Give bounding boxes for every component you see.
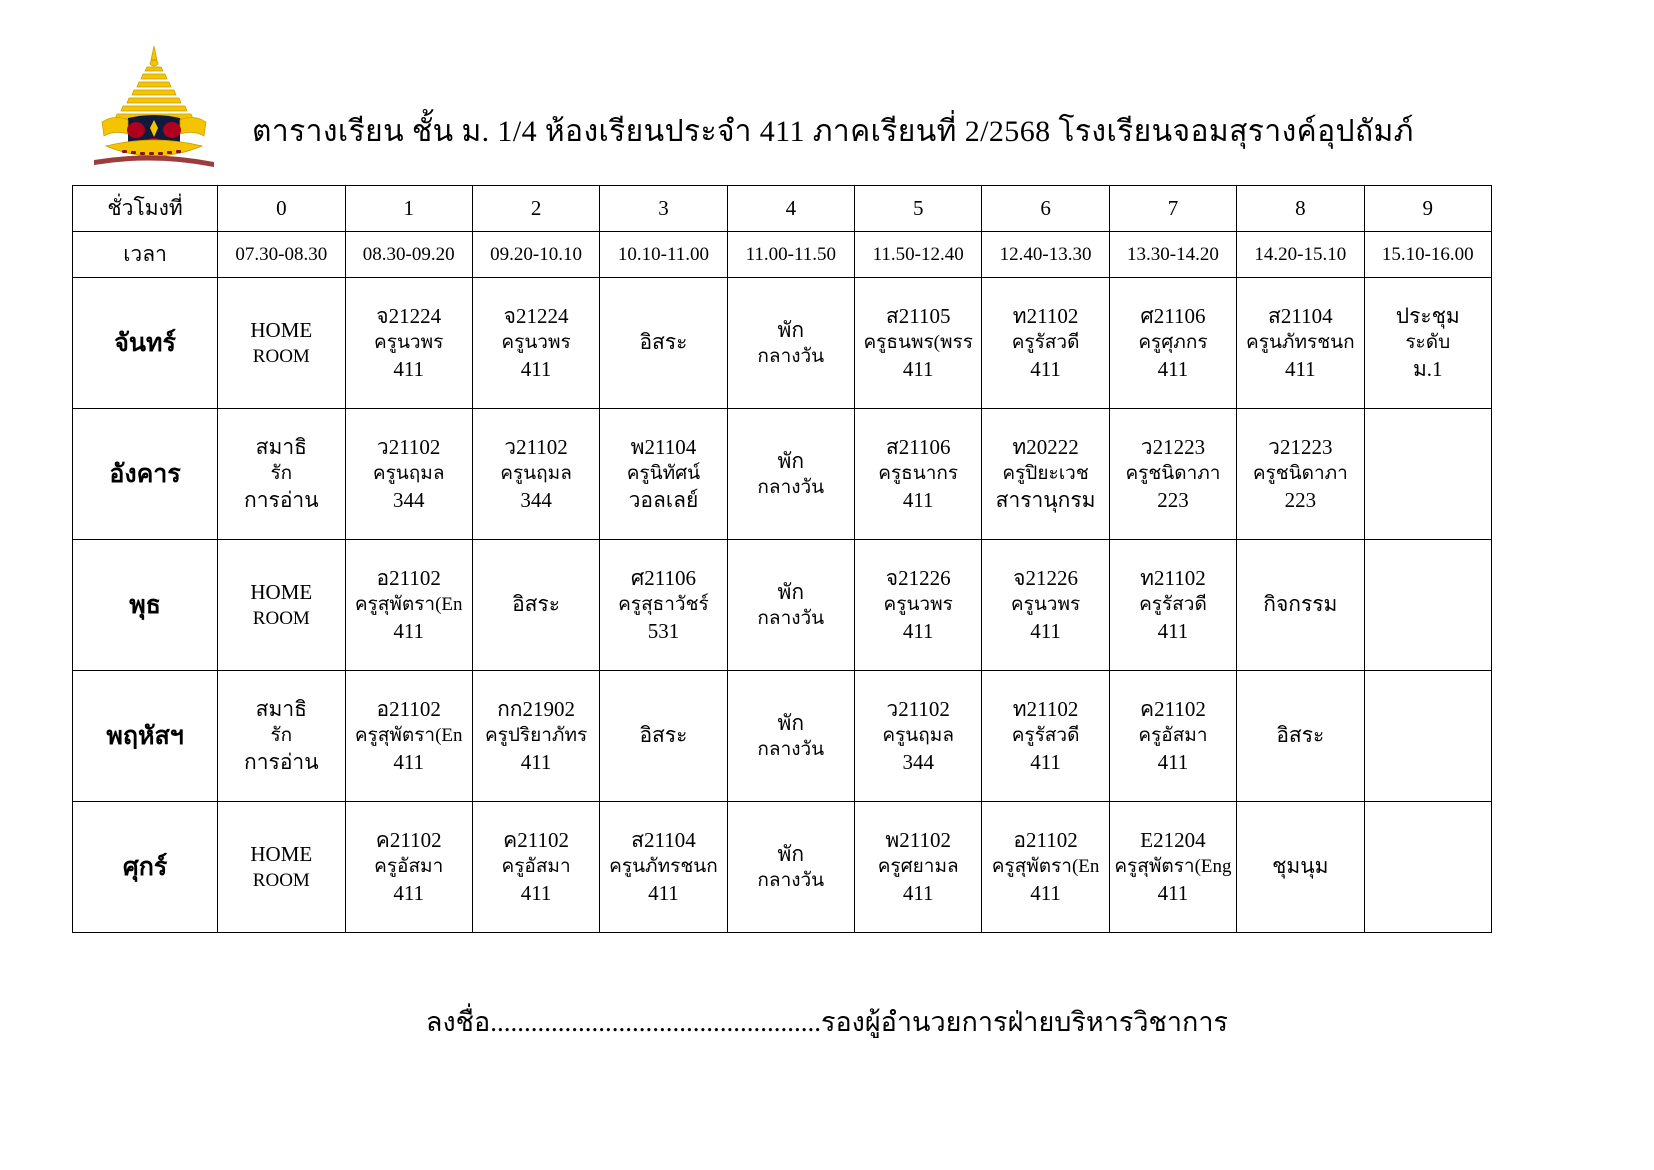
schedule-cell [472,671,599,802]
schedule-cell-line: ครูชนิดาภา [1252,463,1348,485]
schedule-cell-content [855,671,981,801]
schedule-cell-line: ประชุม [1395,303,1460,328]
schedule-cell [218,278,345,409]
table-row [73,409,1492,540]
schedule-cell-line: ครูรัสวดี [1011,725,1080,747]
schedule-cell [1364,802,1492,933]
schedule-cell [855,278,982,409]
schedule-cell [982,540,1109,671]
schedule-cell-line: 344 [392,487,425,512]
time-row-label: เวลา [73,232,218,278]
period-header-5: 5 [855,186,982,232]
schedule-cell-line: พัก [777,448,805,473]
schedule-cell [727,278,854,409]
schedule-cell-content [1365,278,1492,408]
schedule-cell-line: อ21102 [376,565,441,590]
schedule-cell [982,409,1109,540]
schedule-cell [1364,409,1492,540]
schedule-cell-line: 411 [1030,749,1061,774]
schedule-cell [1237,409,1364,540]
period-header-9: 9 [1364,186,1492,232]
schedule-cell-line: 411 [1157,618,1189,643]
schedule-cell-line: ท21102 [1012,696,1079,721]
schedule-cell-line: กลางวัน [757,739,825,761]
schedule-cell [727,802,854,933]
schedule-cell-line: 411 [393,356,425,381]
period-header-1: 1 [345,186,472,232]
schedule-cell-content [1237,540,1363,670]
schedule-cell-content [1365,540,1492,670]
schedule-cell-line: ม.1 [1412,356,1443,381]
schedule-cell-line: การอ่าน [244,487,319,512]
schedule-cell-line: 411 [393,880,425,905]
schedule-cell [472,278,599,409]
schedule-cell-line: ครูธนพร(พรร [863,332,973,354]
schedule-cell-content [1237,409,1363,539]
schedule-cell-line: ครูนวพร [501,332,571,354]
schedule-cell [345,802,472,933]
schedule-cell-content [473,802,599,932]
schedule-cell-line: 223 [1157,487,1189,512]
schedule-cell-content [728,409,854,539]
period-header-label: ชั่วโมงที่ [73,186,218,232]
schedule-cell-line: ครูสุธาวัชร์ [618,594,709,616]
schedule-cell-line: ครูสุพัตรา(Eng [1114,856,1232,878]
schedule-cell-line: ค21102 [503,827,569,852]
schedule-cell-content [1110,540,1236,670]
signature-line: ลงชื่อ.................................................รองผู้อำนวยการฝ่ายบริหารวิชาการ [425,1007,1229,1037]
schedule-cell-line: ระดับ [1405,332,1451,354]
schedule-cell-content [600,540,726,670]
schedule-cell-line: 411 [1030,880,1061,905]
schedule-cell [1237,540,1364,671]
time-cell-7: 13.30-14.20 [1109,232,1236,278]
schedule-cell [1109,671,1236,802]
schedule-cell-line: 223 [1284,487,1317,512]
schedule-cell-content [1110,278,1236,408]
schedule-cell-line: อิสระ [639,723,688,748]
schedule-cell-content [1365,802,1492,932]
schedule-cell-line: HOME [250,317,313,342]
schedule-cell-line: 411 [648,880,679,905]
schedule-cell-content [1365,409,1492,539]
schedule-cell-content [728,540,854,670]
schedule-cell-line: พัก [777,710,805,735]
schedule-cell-line: 411 [1030,618,1061,643]
schedule-cell-line: อ21102 [376,696,441,721]
schedule-cell-line: อิสระ [1276,723,1325,748]
schedule-cell [1237,671,1364,802]
time-cell-5: 11.50-12.40 [855,232,982,278]
schedule-cell [982,671,1109,802]
schedule-cell-content [1237,802,1363,932]
schedule-cell [1364,671,1492,802]
schedule-cell-line: HOME [250,841,313,866]
schedule-cell [727,540,854,671]
time-cell-0: 07.30-08.30 [218,232,345,278]
schedule-cell-content [855,540,981,670]
schedule-cell [1364,278,1492,409]
schedule-cell-line: ส21106 [885,434,951,459]
schedule-cell [345,409,472,540]
schedule-cell-line: ครูปริยาภัทร [484,725,588,747]
schedule-cell-line: กลางวัน [757,477,825,499]
schedule-cell-line: ครูธนากร [878,463,959,485]
schedule-cell-line: ครูอัสมา [501,856,571,878]
schedule-cell [982,802,1109,933]
schedule-cell-line: อิสระ [639,330,688,355]
schedule-cell-content [982,671,1108,801]
schedule-cell-line: พ21104 [630,434,697,459]
schedule-cell-line: 411 [902,618,934,643]
schedule-cell-content [855,802,981,932]
schedule-cell-line: กลางวัน [757,346,825,368]
schedule-cell [727,409,854,540]
time-cell-6: 12.40-13.30 [982,232,1109,278]
schedule-cell-line: ครูนวพร [1010,594,1081,616]
schedule-cell-line: รัก [270,725,293,747]
schedule-cell-line: 411 [520,356,552,381]
schedule-cell-line: ศ21106 [630,565,696,590]
schedule-cell-line: พัก [777,317,805,342]
schedule-cell-content [473,409,599,539]
schedule-cell-content [1110,671,1236,801]
schedule-cell-line: อิสระ [512,592,561,617]
table-row [73,671,1492,802]
schedule-cell [345,540,472,671]
schedule-cell-line: อ21102 [1013,827,1078,852]
schedule-cell-line: ครูศยามล [877,856,959,878]
schedule-cell [600,540,727,671]
day-label-1: อังคาร [73,409,218,540]
schedule-cell-line: ท20222 [1012,434,1079,459]
schedule-cell-content [218,278,344,408]
table-row [73,802,1492,933]
schedule-cell [600,802,727,933]
schedule-cell [218,671,345,802]
schedule-cell-line: ส21104 [1268,303,1333,328]
schedule-cell-line: จ21226 [1013,565,1078,590]
schedule-cell-line: 411 [393,749,425,774]
schedule-cell-content [473,540,599,670]
school-crest-logo [84,38,224,178]
schedule-cell-line: ครูสุพัตรา(En [354,725,463,747]
schedule-cell-line: ค21102 [375,827,442,852]
table-row [73,540,1492,671]
schedule-cell-line: ว21223 [1268,434,1333,459]
schedule-cell-line: ส21104 [631,827,696,852]
schedule-cell-line: ครูสุพัตรา(En [354,594,463,616]
schedule-cell-line: ส21105 [885,303,951,328]
schedule-cell-line: 411 [1157,356,1189,381]
period-header-0: 0 [218,186,345,232]
time-cell-1: 08.30-09.20 [345,232,472,278]
schedule-cell [218,802,345,933]
schedule-cell-line: ว21102 [504,434,568,459]
schedule-cell-line: สมาธิ [255,434,307,459]
time-cell-9: 15.10-16.00 [1364,232,1492,278]
schedule-cell-line: รัก [270,463,293,485]
schedule-cell [982,278,1109,409]
schedule-cell-content [1237,278,1363,408]
time-cell-8: 14.20-15.10 [1237,232,1364,278]
schedule-cell [1109,540,1236,671]
time-cell-3: 10.10-11.00 [600,232,727,278]
schedule-cell [472,409,599,540]
schedule-cell-line: ครูนฤมล [882,725,954,747]
schedule-cell [600,409,727,540]
schedule-cell [855,671,982,802]
schedule-cell-content [1365,671,1492,801]
schedule-cell-content [855,409,981,539]
schedule-cell-line: ROOM [252,870,310,892]
schedule-cell-content [600,671,726,801]
schedule-cell-content [473,278,599,408]
schedule-cell-line: ค21102 [1140,696,1206,721]
schedule-cell-line: จ21224 [503,303,569,328]
schedule-cell-content [1237,671,1363,801]
schedule-cell-line: สารานุกรม [995,487,1096,512]
schedule-cell-content [855,278,981,408]
time-cell-4: 11.00-11.50 [727,232,854,278]
schedule-cell-content [728,278,854,408]
period-header-3: 3 [600,186,727,232]
schedule-cell-content [218,540,344,670]
schedule-cell [1237,802,1364,933]
schedule-cell-content [728,671,854,801]
schedule-cell-line: 411 [1030,356,1061,381]
period-header-2: 2 [472,186,599,232]
schedule-cell [472,540,599,671]
schedule-cell-line: วอลเลย์ [628,487,699,512]
schedule-cell-content [982,540,1108,670]
schedule-cell-line: พ21102 [885,827,951,852]
schedule-cell-line: ครูอัสมา [1138,725,1208,747]
schedule-cell-line: สมาธิ [255,696,307,721]
schedule-cell-content [982,409,1108,539]
schedule-cell [1237,278,1364,409]
schedule-cell-content [346,671,472,801]
schedule-cell-line: 411 [393,618,425,643]
schedule-cell-line: 411 [1284,356,1316,381]
schedule-cell-line: ว21102 [886,696,950,721]
schedule-cell-line: 344 [902,749,934,774]
schedule-cell-content [1110,409,1236,539]
schedule-cell-line: ชุมนุม [1272,854,1329,879]
schedule-cell-line: ครูนิทัศน์ [626,463,701,485]
period-header-8: 8 [1237,186,1364,232]
schedule-cell-content [346,540,472,670]
schedule-cell [345,671,472,802]
day-label-2: พุธ [73,540,218,671]
schedule-cell-line: การอ่าน [244,749,319,774]
schedule-cell [472,802,599,933]
day-label-3: พฤหัสฯ [73,671,218,802]
schedule-cell-line: กก21902 [497,696,576,721]
schedule-cell-content [218,409,344,539]
schedule-cell [1109,802,1236,933]
schedule-cell [855,802,982,933]
schedule-cell-line: จ21226 [885,565,951,590]
schedule-cell-line: ครูรัสวดี [1139,594,1207,616]
schedule-cell-content [346,409,472,539]
schedule-cell-line: กลางวัน [757,608,825,630]
timetable-container [72,185,1492,933]
timetable [72,185,1492,933]
schedule-cell-line: พัก [777,841,805,866]
schedule-cell [218,540,345,671]
schedule-cell-line: ครูนวพร [374,332,444,354]
schedule-cell-line: 411 [902,880,934,905]
schedule-cell-line: ครูศุภกร [1138,332,1208,354]
schedule-cell-line: ครูนฤมล [372,463,445,485]
period-header-4: 4 [727,186,854,232]
day-label-0: จันทร์ [73,278,218,409]
schedule-cell [1109,278,1236,409]
schedule-cell [218,409,345,540]
schedule-cell-content [346,802,472,932]
schedule-cell-line: 411 [902,487,934,512]
schedule-cell-line: ว21102 [376,434,441,459]
schedule-cell-line: ROOM [252,346,310,368]
schedule-cell-content [346,278,472,408]
schedule-cell-line: ท21102 [1140,565,1206,590]
table-row [73,278,1492,409]
schedule-cell-line: ครูอัสมา [374,856,444,878]
schedule-cell-line: กลางวัน [757,870,825,892]
schedule-cell-line: 411 [1157,749,1189,774]
schedule-cell-line: 411 [902,356,934,381]
document-header [0,0,1654,185]
period-header-7: 7 [1109,186,1236,232]
day-label-4: ศุกร์ [73,802,218,933]
schedule-cell [1364,540,1492,671]
schedule-cell-content [600,278,726,408]
schedule-cell-line: 411 [520,880,552,905]
schedule-cell-line: ศ21106 [1140,303,1206,328]
schedule-cell-content [473,671,599,801]
schedule-cell-content [218,671,344,801]
schedule-cell-line: 531 [647,618,680,643]
schedule-cell-line: พัก [777,579,805,604]
day-rows-body [73,278,1492,933]
schedule-cell-line: HOME [250,579,313,604]
schedule-cell [600,278,727,409]
schedule-cell-line: ว21223 [1140,434,1206,459]
schedule-cell-content [600,802,726,932]
schedule-cell [855,540,982,671]
schedule-cell-content [982,802,1108,932]
schedule-cell-line: ครูสุพัตรา(En [991,856,1100,878]
page-title: ตารางเรียน ชั้น ม. 1/4 ห้องเรียนประจำ 411 ภาคเรียนที่ 2/2568 โรงเรียนจอมสุรางค์อุปถัมภ์ [252,115,1414,148]
schedule-cell [600,671,727,802]
schedule-cell-line: 411 [1157,880,1189,905]
schedule-cell-line: ครูรัสวดี [1011,332,1080,354]
schedule-cell [727,671,854,802]
schedule-cell-content [1110,802,1236,932]
schedule-cell-line: ครูนฤมล [500,463,572,485]
time-cell-2: 09.20-10.10 [472,232,599,278]
document-footer [0,1000,1654,1043]
period-header-row [73,186,1492,232]
schedule-cell-content [982,278,1108,408]
schedule-cell-line: ครูนภัทรชนก [609,856,718,878]
period-header-6: 6 [982,186,1109,232]
schedule-cell-content [728,802,854,932]
schedule-cell [855,409,982,540]
schedule-cell-line: ครูนวพร [883,594,953,616]
schedule-cell-line: ROOM [252,608,310,630]
schedule-cell-line: 411 [520,749,552,774]
schedule-cell-line: ท21102 [1012,303,1079,328]
schedule-cell [345,278,472,409]
schedule-cell-line: E21204 [1140,827,1206,852]
schedule-cell-line: จ21224 [376,303,442,328]
schedule-cell-line: ครูนภัทรชนก [1246,332,1355,354]
schedule-cell-content [218,802,344,932]
schedule-cell [1109,409,1236,540]
schedule-cell-line: ครูปิยะเวช [1002,463,1089,485]
schedule-cell-content [600,409,726,539]
schedule-cell-line: กิจกรรม [1263,592,1338,617]
schedule-cell-line: ครูชนิดาภา [1125,463,1221,485]
schedule-cell-line: 344 [520,487,552,512]
time-row [73,232,1492,278]
